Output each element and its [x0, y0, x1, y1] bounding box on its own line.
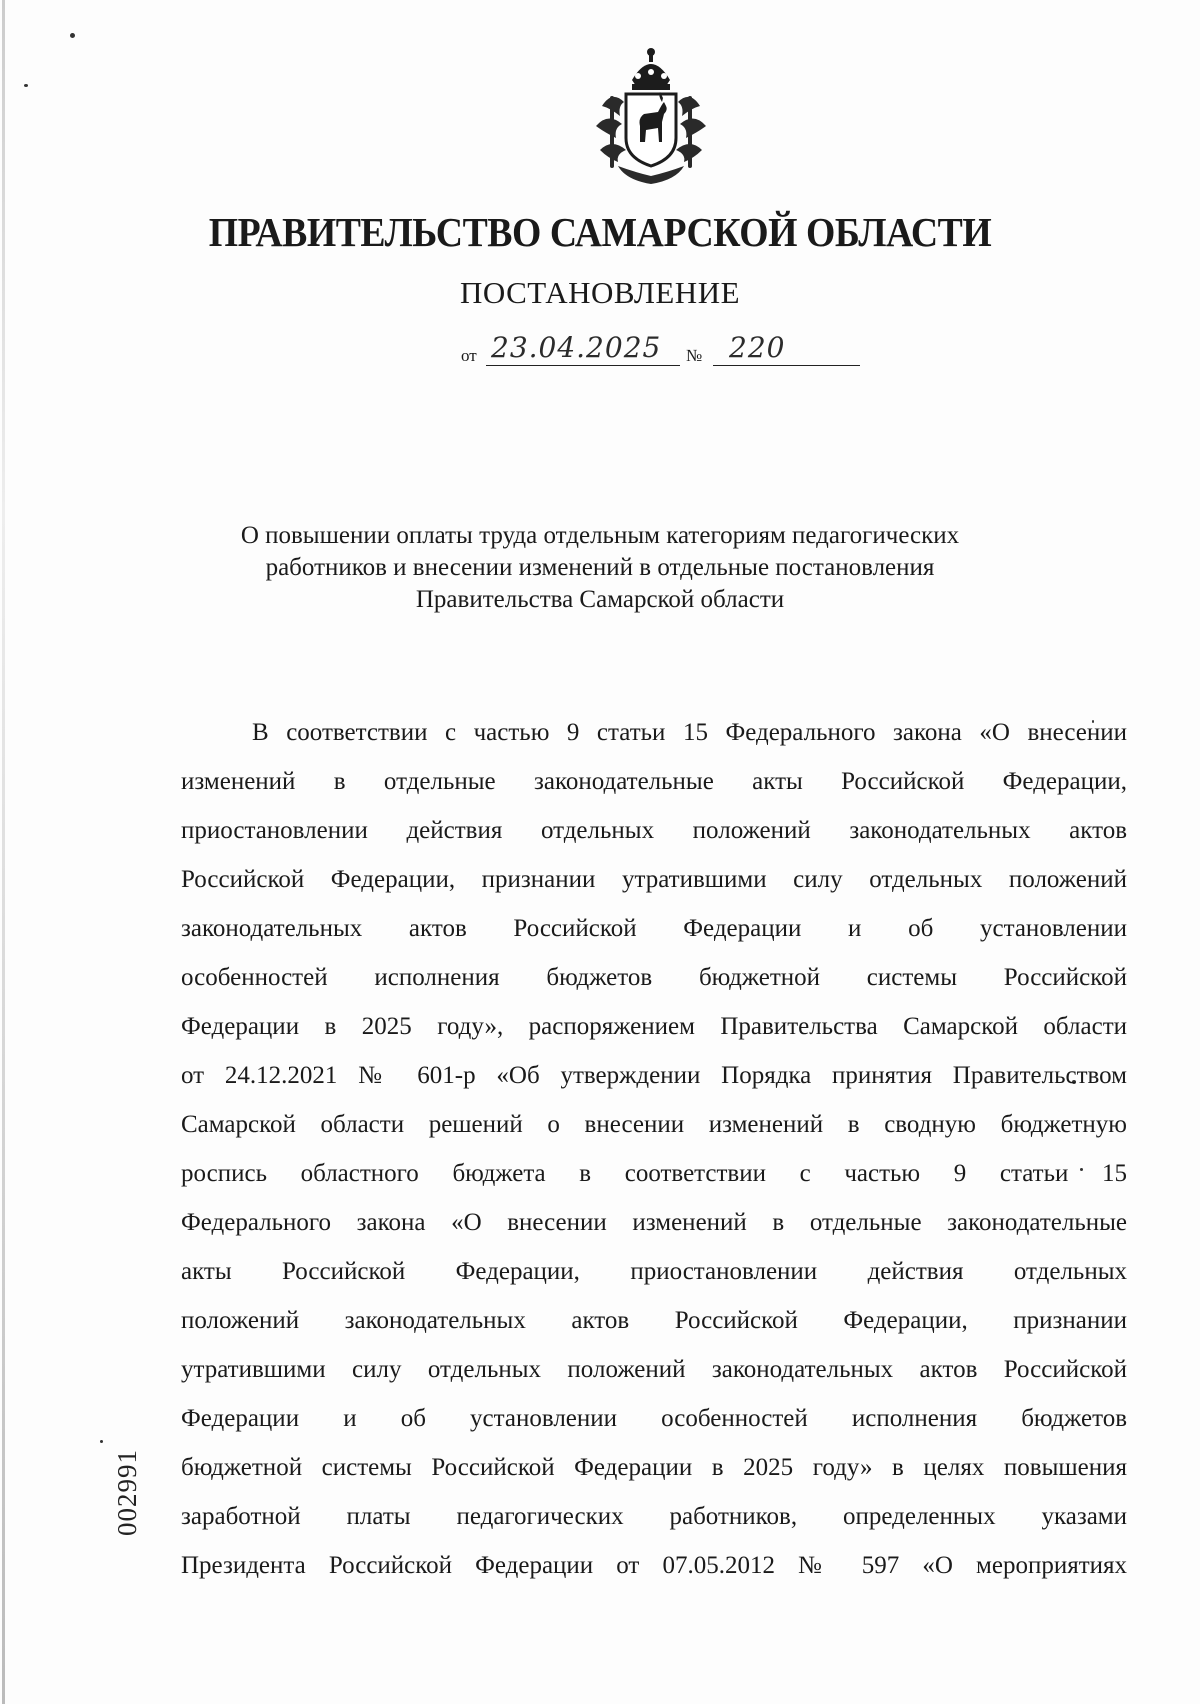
- scan-speck: [24, 84, 28, 87]
- body-line: Федерального закона «О внесении изменений в отдельные законодательные: [181, 1209, 1127, 1236]
- body-line: заработной платы педагогических работников, определенных указами: [181, 1503, 1127, 1530]
- document-type: ПОСТАНОВЛЕНИЕ: [459, 275, 741, 310]
- body-line: положений законодательных актов Российской Федерации, признании: [181, 1307, 1127, 1334]
- number-underline: [713, 365, 860, 366]
- date-number-line: [461, 332, 861, 372]
- body-line: Российской Федерации, признании утратившими силу отдельных положений: [181, 866, 1127, 893]
- scan-speck: [100, 1440, 103, 1443]
- body-line: бюджетной системы Российской Федерации в 2025 году» в целях повышения: [181, 1454, 1127, 1481]
- body-line: В соответствии с частью 9 статьи 15 Федерального закона «О внесении: [252, 719, 1127, 746]
- body-line: Федерации и об установлении особенностей исполнения бюджетов: [181, 1405, 1127, 1432]
- subject-line: О повышении оплаты труда отдельным категориям педагогических: [240, 522, 960, 549]
- date-underline: [486, 365, 680, 366]
- number-prefix: №: [686, 346, 703, 365]
- government-title: ПРАВИТЕЛЬСТВО САМАРСКОЙ ОБЛАСТИ: [208, 209, 992, 255]
- scan-speck: [70, 33, 75, 38]
- subject-line: работников и внесении изменений в отдельные постановления: [265, 554, 935, 581]
- handwritten-number: 220: [729, 331, 786, 364]
- margin-serial-number: 002991: [112, 1449, 142, 1536]
- scan-edge: [2, 0, 5, 1704]
- body-line: роспись областного бюджета в соответствии с частью 9 статьи 15: [181, 1160, 1127, 1187]
- subject-line: Правительства Самарской области: [415, 586, 785, 613]
- body-line: Федерации в 2025 году», распоряжением Правительства Самарской области: [181, 1013, 1127, 1040]
- body-line: от 24.12.2021 № 601-р «Об утверждении Порядка принятия Правительством: [181, 1062, 1127, 1089]
- body-line: законодательных актов Российской Федерации и об установлении: [181, 915, 1127, 942]
- body-line: особенностей исполнения бюджетов бюджетной системы Российской: [181, 964, 1127, 991]
- body-line: Президента Российской Федерации от 07.05.2012 № 597 «О мероприятиях: [181, 1552, 1127, 1579]
- document-body: [181, 708, 1127, 1590]
- date-prefix: от: [461, 346, 477, 365]
- body-line: приостановлении действия отдельных положений законодательных актов: [181, 817, 1127, 844]
- handwritten-date: 23.04.2025: [491, 331, 662, 364]
- document-subject: [180, 520, 1020, 616]
- body-line: акты Российской Федерации, приостановлении действия отдельных: [181, 1258, 1127, 1285]
- samara-coat-of-arms-icon: [588, 46, 714, 188]
- body-line: Самарской области решений о внесении изменений в сводную бюджетную: [181, 1111, 1127, 1138]
- body-line: изменений в отдельные законодательные акты Российской Федерации,: [181, 768, 1127, 795]
- body-line: утратившими силу отдельных положений законодательных актов Российской: [181, 1356, 1127, 1383]
